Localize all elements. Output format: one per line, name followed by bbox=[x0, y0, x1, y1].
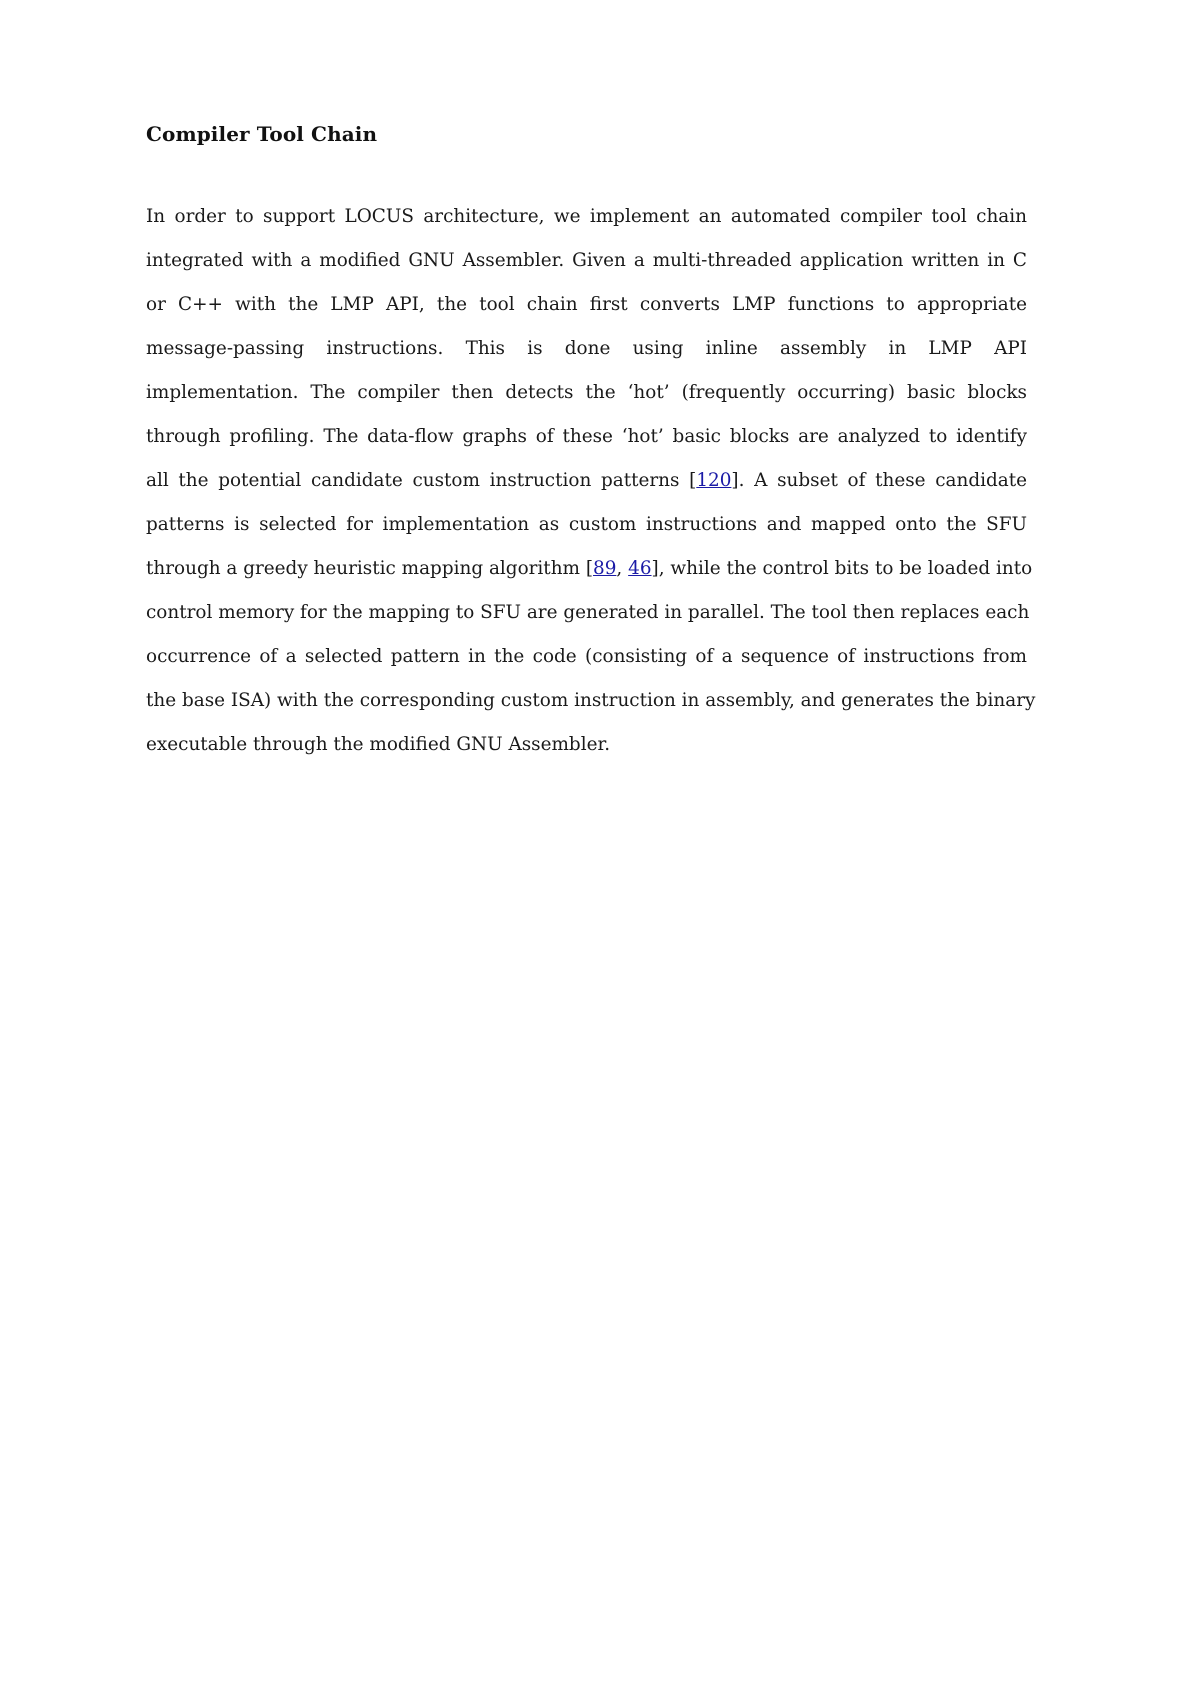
paragraph-line: patterns is selected for implementation as custom instructions and mapped onto the SFU bbox=[146, 514, 1027, 535]
paragraph-line: or C++ with the LMP API, the tool chain first converts LMP functions to appropriate bbox=[146, 294, 1027, 315]
line-text: , bbox=[616, 558, 629, 579]
citation-link-46[interactable]: 46 bbox=[628, 558, 652, 579]
paragraph-line bbox=[146, 459, 1027, 503]
paragraph-line: control memory for the mapping to SFU are generated in parallel. The tool then replaces each bbox=[146, 602, 1030, 623]
paragraph bbox=[146, 195, 1036, 767]
line-text: ]. A subset of these candidate bbox=[731, 470, 1028, 491]
paragraph-line: occurrence of a selected pattern in the code (consisting of a sequence of instructions from bbox=[146, 646, 1027, 667]
citation-link-89[interactable]: 89 bbox=[593, 558, 617, 579]
paragraph-line: through profiling. The data-flow graphs of these ‘hot’ basic blocks are analyzed to identify bbox=[146, 426, 1027, 447]
line-text: through a greedy heuristic mapping algorithm [ bbox=[146, 558, 594, 579]
paragraph-line: implementation. The compiler then detects the ‘hot’ (frequently occurring) basic blocks bbox=[146, 382, 1027, 403]
paragraph-line: message-passing instructions. This is done using inline assembly in LMP API bbox=[146, 338, 1027, 359]
paragraph-line: In order to support LOCUS architecture, we implement an automated compiler tool chain bbox=[146, 206, 1027, 227]
paragraph-line: executable through the modified GNU Assembler. bbox=[146, 734, 611, 755]
line-text: all the potential candidate custom instruction patterns [ bbox=[146, 470, 697, 491]
paragraph-line: the base ISA) with the corresponding custom instruction in assembly, and generates the binary bbox=[146, 690, 1036, 711]
line-text: ], while the control bits to be loaded into bbox=[651, 558, 1033, 579]
paragraph-line bbox=[146, 547, 1033, 591]
citation-link-120[interactable]: 120 bbox=[696, 470, 732, 491]
section-heading: Compiler Tool Chain bbox=[146, 122, 378, 146]
paragraph-line: integrated with a modified GNU Assembler. Given a multi-threaded application written in C bbox=[146, 250, 1027, 271]
